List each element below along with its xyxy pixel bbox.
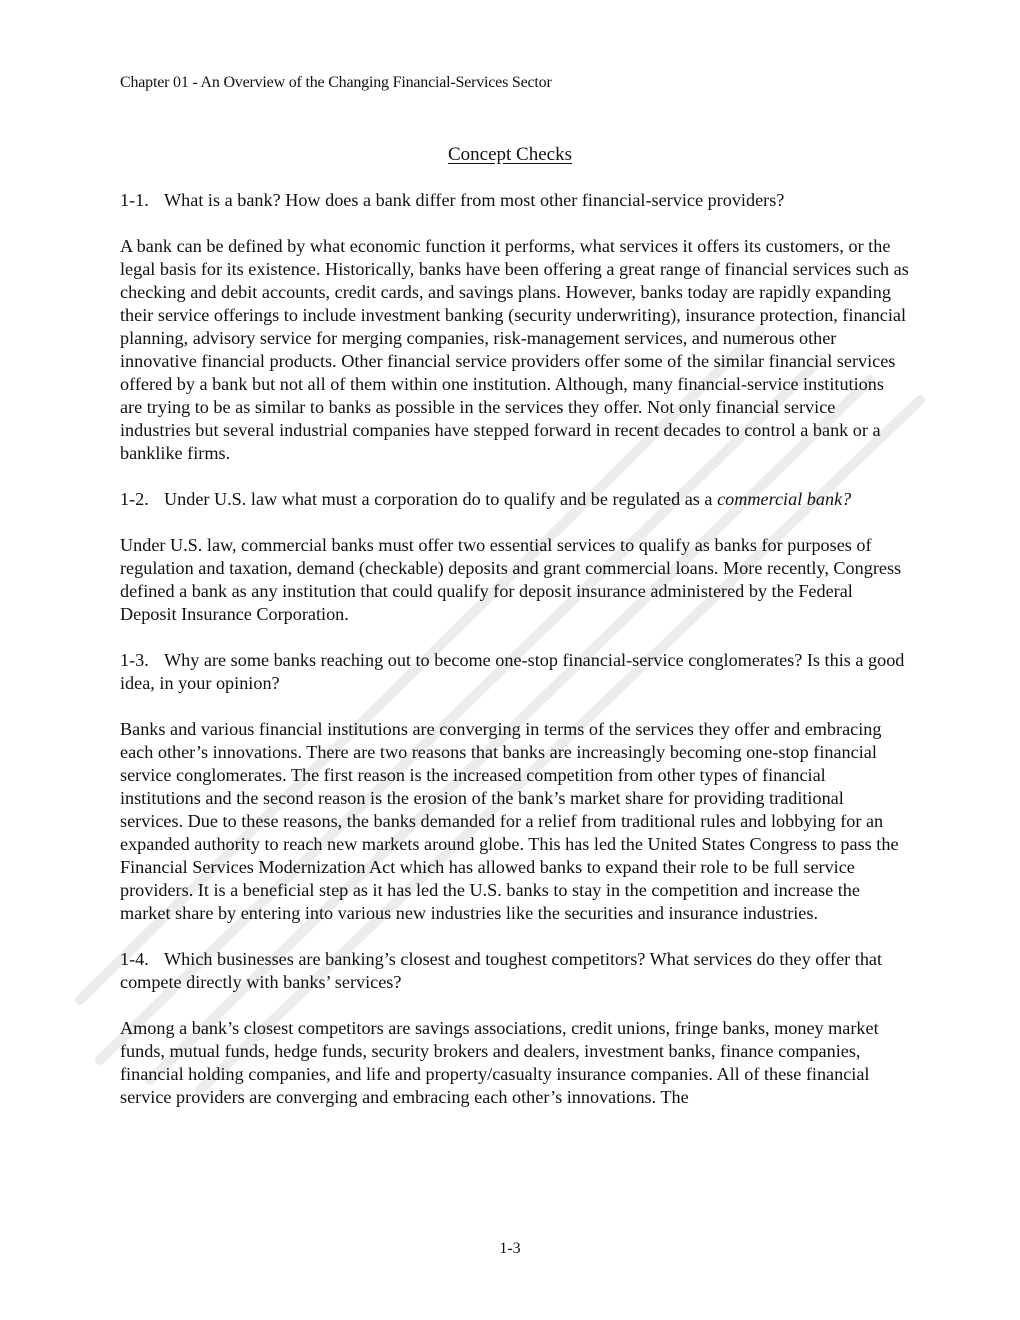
question-3 — [120, 649, 910, 695]
question-4 — [120, 948, 910, 994]
question-2 — [120, 488, 910, 511]
section-title-text: Concept Checks — [447, 144, 572, 165]
question-text: Why are some banks reaching out to become one-stop financial-service conglomerates? Is this a good idea, in your opinion? — [120, 650, 905, 693]
chapter-header: Chapter 01 - An Overview of the Changing Financial-Services Sector — [120, 74, 552, 91]
document-body — [120, 189, 910, 1132]
question-text: Under U.S. law what must a corporation do to qualify and be regulated as a — [164, 489, 713, 509]
question-text: What is a bank? How does a bank differ from most other financial-service providers? — [164, 190, 785, 210]
question-number: 1-1. — [120, 190, 149, 210]
section-title — [0, 144, 1020, 166]
answer-1: A bank can be defined by what economic function it performs, what services it offers its customers, or the legal basis for its existence. Historically, banks have been offering a great range of financial services such as checking and debit accounts, credit cards, and savings plans. However, banks today are rapidly expanding their service offerings to include investment banking (security underwriting), insurance protection, financial planning, advisory service for merging companies, risk-management services, and numerous other innovative financial products. Other financial service providers offer some of the similar financial services offered by a bank but not all of them within one institution. Although, many financial-service institutions are trying to be as similar to banks as possible in the services they offer. Not only financial service industries but several industrial companies have stepped forward in recent decades to control a bank or a banklike firms. — [120, 236, 909, 463]
page-number: 1-3 — [499, 1240, 521, 1257]
answer-3: Banks and various financial institutions are converging in terms of the services they offer and embracing each other’s innovations. There are two reasons that banks are increasingly becoming one-stop financial service conglomerates. The first reason is the increased competition from other types of financial institutions and the second reason is the erosion of the bank’s market share for providing traditional services. Due to these reasons, the banks demanded for a relief from traditional rules and lobbying for an expanded authority to reach new markets around globe. This has led the United States Congress to pass the Financial Services Modernization Act which has allowed banks to expand their role to be full service providers. It is a beneficial step as it has led the U.S. banks to stay in the competition and increase the market share by entering into various new industries like the securities and insurance industries. — [120, 719, 899, 923]
answer-4: Among a bank’s closest competitors are savings associations, credit unions, fringe banks, money market funds, mutual funds, hedge funds, security brokers and dealers, investment banks, finance companies, financial holding companies, and life and property/casualty insurance companies. All of these financial service providers are converging and embracing each other’s innovations. The — [120, 1018, 879, 1107]
question-number: 1-4. — [120, 949, 149, 969]
question-1 — [120, 189, 910, 212]
question-text: Which businesses are banking’s closest and toughest competitors? What services do they offer that compete directly with banks’ services? — [120, 949, 883, 992]
answer-2: Under U.S. law, commercial banks must offer two essential services to qualify as banks for purposes of regulation and taxation, demand (checkable) deposits and grant commercial loans. More recently, Congress defined a bank as any institution that could qualify for deposit insurance administered by the Federal Deposit Insurance Corporation. — [120, 535, 902, 624]
question-number: 1-3. — [120, 650, 149, 670]
question-number: 1-2. — [120, 489, 149, 509]
question-text-italic: commercial bank? — [717, 489, 852, 509]
